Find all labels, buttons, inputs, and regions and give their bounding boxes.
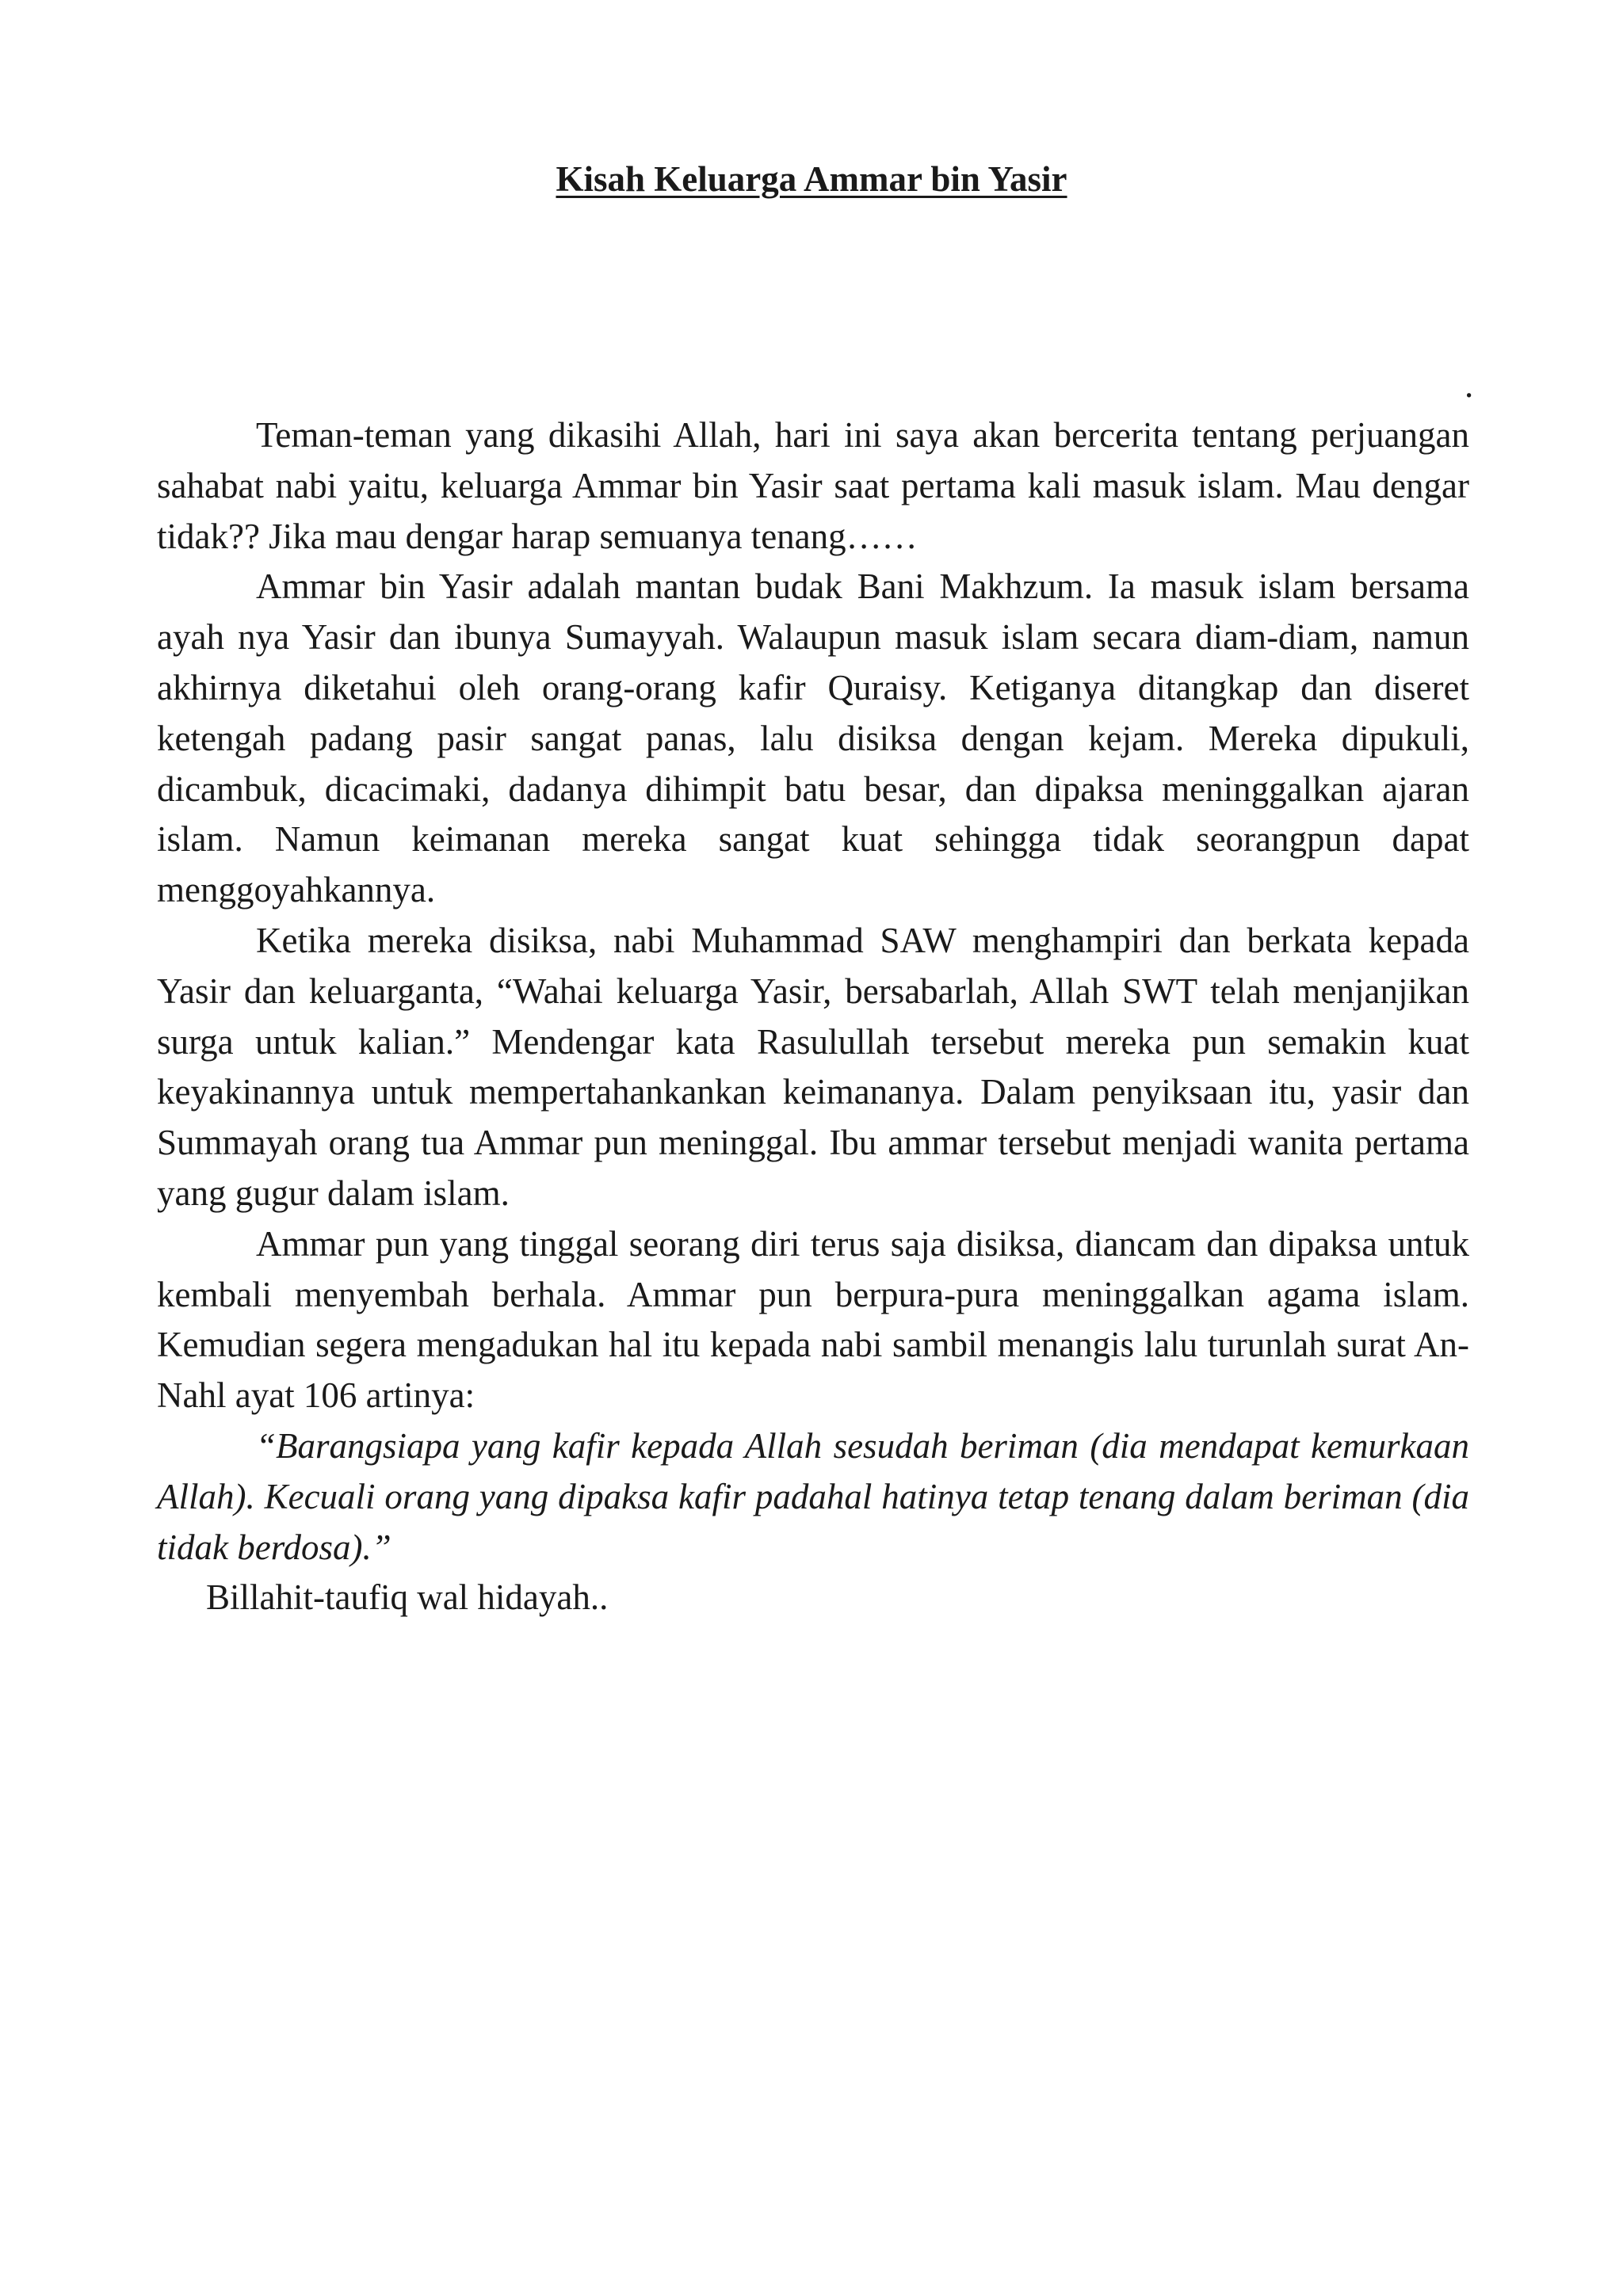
stray-mark: .	[1465, 365, 1474, 405]
paragraph-prophet-visit: Ketika mereka disiksa, nabi Muhammad SAW menghampiri dan berkata kepada Yasir dan keluarganta, “Wahai keluarga Yasir, bersabarlah, Allah SWT telah menjanjikan surga untuk kalian.” Mendengar kata Rasulullah tersebut mereka pun semakin kuat keyakinannya untuk mempertahankankan keimananya. Dalam penyiksaan itu, yasir dan Summayah orang tua Ammar pun meninggal. Ibu ammar tersebut menjadi wanita pertama yang gugur dalam islam.	[157, 920, 1469, 1213]
paragraph-ammar-alone: Ammar pun yang tinggal seorang diri terus saja disiksa, diancam dan dipaksa untuk kembali menyembah berhala. Ammar pun berpura-pura meninggalkan agama islam. Kemudian segera mengadukan hal itu kepada nabi sambil menangis lalu turunlah surat An-Nahl ayat 106 artinya:	[157, 1223, 1469, 1416]
quran-quote: “Barangsiapa yang kafir kepada Allah sesudah beriman (dia mendapat kemurkaan Allah). Kecuali orang yang dipaksa kafir padahal hatinya tetap tenang dalam beriman (dia tidak berdosa).”	[157, 1425, 1469, 1567]
closing-line: Billahit-taufiq wal hidayah..	[206, 1577, 609, 1618]
paragraph-ammar-background: Ammar bin Yasir adalah mantan budak Bani Makhzum. Ia masuk islam bersama ayah nya Yasir dan ibunya Sumayyah. Walaupun masuk islam secara diam-diam, namun akhirnya diketahui oleh orang-orang kafir Quraisy. Ketiganya ditangkap dan diseret ketengah padang pasir sangat panas, lalu disiksa dengan kejam. Mereka dipukuli, dicambuk, dicacimaki, dadanya dihimpit batu besar, dan dipaksa meninggalkan ajaran islam. Namun keimanan mereka sangat kuat sehingga tidak seorangpun dapat menggoyahkannya.	[157, 566, 1469, 910]
document-title: Kisah Keluarga Ammar bin Yasir	[556, 159, 1067, 199]
document-body	[157, 410, 1469, 1623]
paragraph-intro: Teman-teman yang dikasihi Allah, hari ini saya akan bercerita tentang perjuangan sahabat nabi yaitu, keluarga Ammar bin Yasir saat pertama kali masuk islam. Mau dengar tidak?? Jika mau dengar harap semuanya tenang……	[157, 415, 1469, 556]
